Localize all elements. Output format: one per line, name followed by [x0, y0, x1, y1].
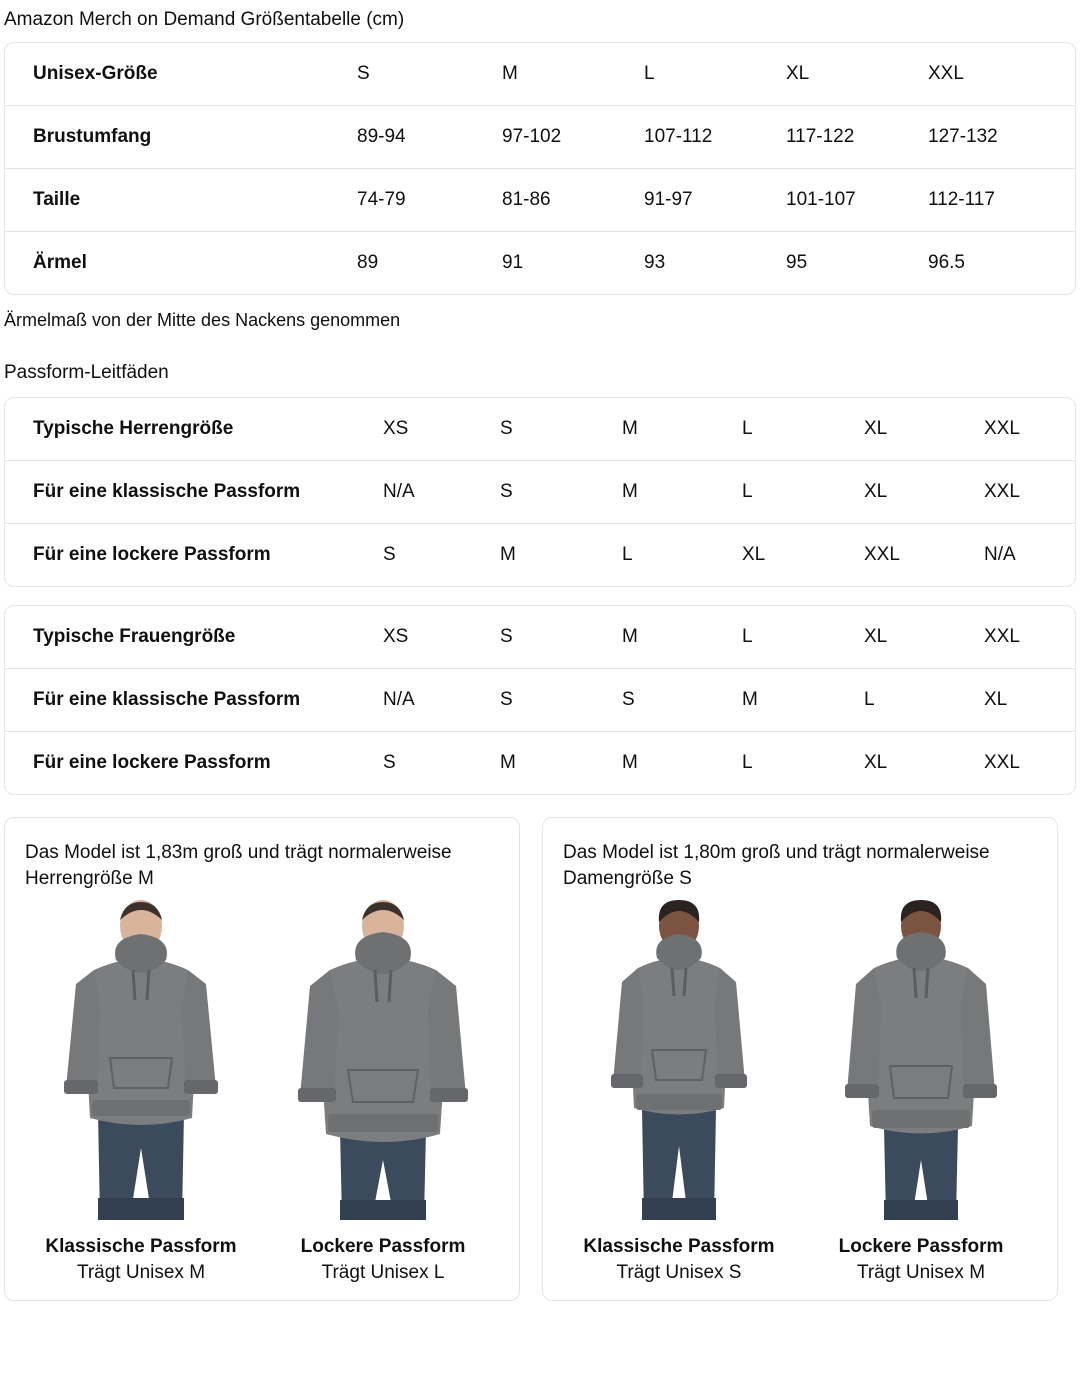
- cell: XS: [383, 418, 409, 439]
- cell: M: [742, 689, 758, 710]
- cell: XXL: [984, 752, 1020, 773]
- cell: XXL: [984, 626, 1020, 647]
- row-label: Typische Frauengröße: [33, 626, 236, 647]
- cell: 89-94: [357, 126, 406, 147]
- cell: M: [500, 752, 516, 773]
- figure-group: [25, 898, 499, 1286]
- cell: 107-112: [644, 126, 713, 147]
- row-label: Brustumfang: [33, 126, 152, 147]
- cell: S: [500, 689, 513, 710]
- figure-relaxed-fit-male: [267, 898, 499, 1286]
- table-row: [5, 461, 1075, 524]
- row-label: Unisex-Größe: [33, 63, 158, 84]
- table-row: [5, 524, 1075, 587]
- cell: XXL: [984, 418, 1020, 439]
- cell: 91-97: [644, 189, 693, 210]
- table-row: [5, 732, 1075, 795]
- row-label: Für eine klassische Passform: [33, 689, 301, 710]
- spacer: [0, 587, 1080, 605]
- womens-fit-table-card: [4, 605, 1076, 795]
- cell: 97-102: [502, 126, 562, 147]
- fit-name: Klassische Passform: [45, 1236, 237, 1257]
- female-model-classic-illustration: [574, 898, 784, 1228]
- cell: XS: [383, 626, 409, 647]
- table-row: [5, 43, 1075, 106]
- size-table: [5, 43, 1075, 294]
- row-label: Typische Herrengröße: [33, 418, 234, 439]
- cell: XL: [984, 689, 1008, 710]
- row-label: Für eine lockere Passform: [33, 752, 271, 773]
- cell: N/A: [383, 689, 415, 710]
- male-model-relaxed-illustration: [278, 898, 488, 1228]
- table-row: [5, 606, 1075, 669]
- figure-relaxed-fit-female: [805, 898, 1037, 1286]
- figure-classic-fit-male: [25, 898, 257, 1286]
- cell: 89: [357, 252, 379, 273]
- row-label: Für eine lockere Passform: [33, 544, 271, 565]
- cell: S: [622, 689, 635, 710]
- model-caption: Das Model ist 1,80m groß und trägt normalerweise Damengröße S: [563, 842, 990, 889]
- cell: M: [622, 626, 638, 647]
- fit-name: Lockere Passform: [300, 1236, 466, 1257]
- row-label: Für eine klassische Passform: [33, 481, 301, 502]
- figure-classic-fit-female: [563, 898, 795, 1286]
- fit-name: Klassische Passform: [583, 1236, 775, 1257]
- fit-guides-label: Passform-Leitfäden: [4, 362, 169, 383]
- model-card-mens: [4, 817, 520, 1301]
- size-table-card: [4, 42, 1076, 295]
- page-title: Amazon Merch on Demand Größentabelle (cm): [4, 9, 405, 30]
- row-label: Taille: [33, 189, 81, 210]
- cell: 96.5: [928, 252, 965, 273]
- cell: L: [742, 752, 753, 773]
- cell: M: [500, 544, 516, 565]
- cell: XL: [864, 752, 888, 773]
- table-row: [5, 669, 1075, 732]
- fit-size: Trägt Unisex S: [616, 1262, 742, 1283]
- cell: XL: [864, 418, 888, 439]
- cell: XL: [864, 626, 888, 647]
- table-row: [5, 232, 1075, 295]
- cell: L: [742, 626, 753, 647]
- model-card-womens: [542, 817, 1058, 1301]
- cell: L: [864, 689, 875, 710]
- cell: 81-86: [502, 189, 551, 210]
- sleeve-measure-note: Ärmelmaß von der Mitte des Nackens genommen: [4, 310, 401, 330]
- cell: S: [383, 752, 396, 773]
- cell: XL: [742, 544, 766, 565]
- cell: 127-132: [928, 126, 998, 147]
- cell: M: [622, 481, 638, 502]
- table-row: [5, 106, 1075, 169]
- cell: 112-117: [928, 189, 995, 210]
- female-model-relaxed-illustration: [816, 898, 1026, 1228]
- cell: 93: [644, 252, 666, 273]
- cell: N/A: [984, 544, 1016, 565]
- cell: S: [500, 418, 513, 439]
- cell: 117-122: [786, 126, 855, 147]
- womens-fit-table: [5, 606, 1075, 794]
- cell: S: [500, 481, 513, 502]
- mens-fit-table-card: [4, 397, 1076, 587]
- fit-size: Trägt Unisex M: [76, 1262, 206, 1283]
- cell: XL: [864, 481, 888, 502]
- cell: XXL: [864, 544, 900, 565]
- cell: M: [502, 63, 518, 84]
- cell: 101-107: [786, 189, 856, 210]
- cell: S: [500, 626, 513, 647]
- fit-name: Lockere Passform: [838, 1236, 1004, 1257]
- model-caption: Das Model ist 1,83m groß und trägt normalerweise Herrengröße M: [25, 842, 452, 889]
- cell: L: [742, 418, 753, 439]
- cell: M: [622, 418, 638, 439]
- cell: XL: [786, 63, 810, 84]
- cell: M: [622, 752, 638, 773]
- model-cards-row: [4, 817, 1076, 1301]
- fit-size: Trägt Unisex M: [856, 1262, 986, 1283]
- male-model-classic-illustration: [36, 898, 246, 1228]
- mens-fit-table: [5, 398, 1075, 586]
- cell: N/A: [383, 481, 415, 502]
- cell: L: [644, 63, 655, 84]
- row-label: Ärmel: [33, 252, 87, 273]
- cell: S: [383, 544, 396, 565]
- cell: 74-79: [357, 189, 406, 210]
- cell: 95: [786, 252, 808, 273]
- cell: XXL: [928, 63, 964, 84]
- cell: XXL: [984, 481, 1020, 502]
- table-row: [5, 398, 1075, 461]
- fit-size: Trägt Unisex L: [321, 1262, 445, 1283]
- figure-group: [563, 898, 1037, 1286]
- table-row: [5, 169, 1075, 232]
- cell: 91: [502, 252, 524, 273]
- cell: L: [622, 544, 633, 565]
- cell: S: [357, 63, 370, 84]
- cell: L: [742, 481, 753, 502]
